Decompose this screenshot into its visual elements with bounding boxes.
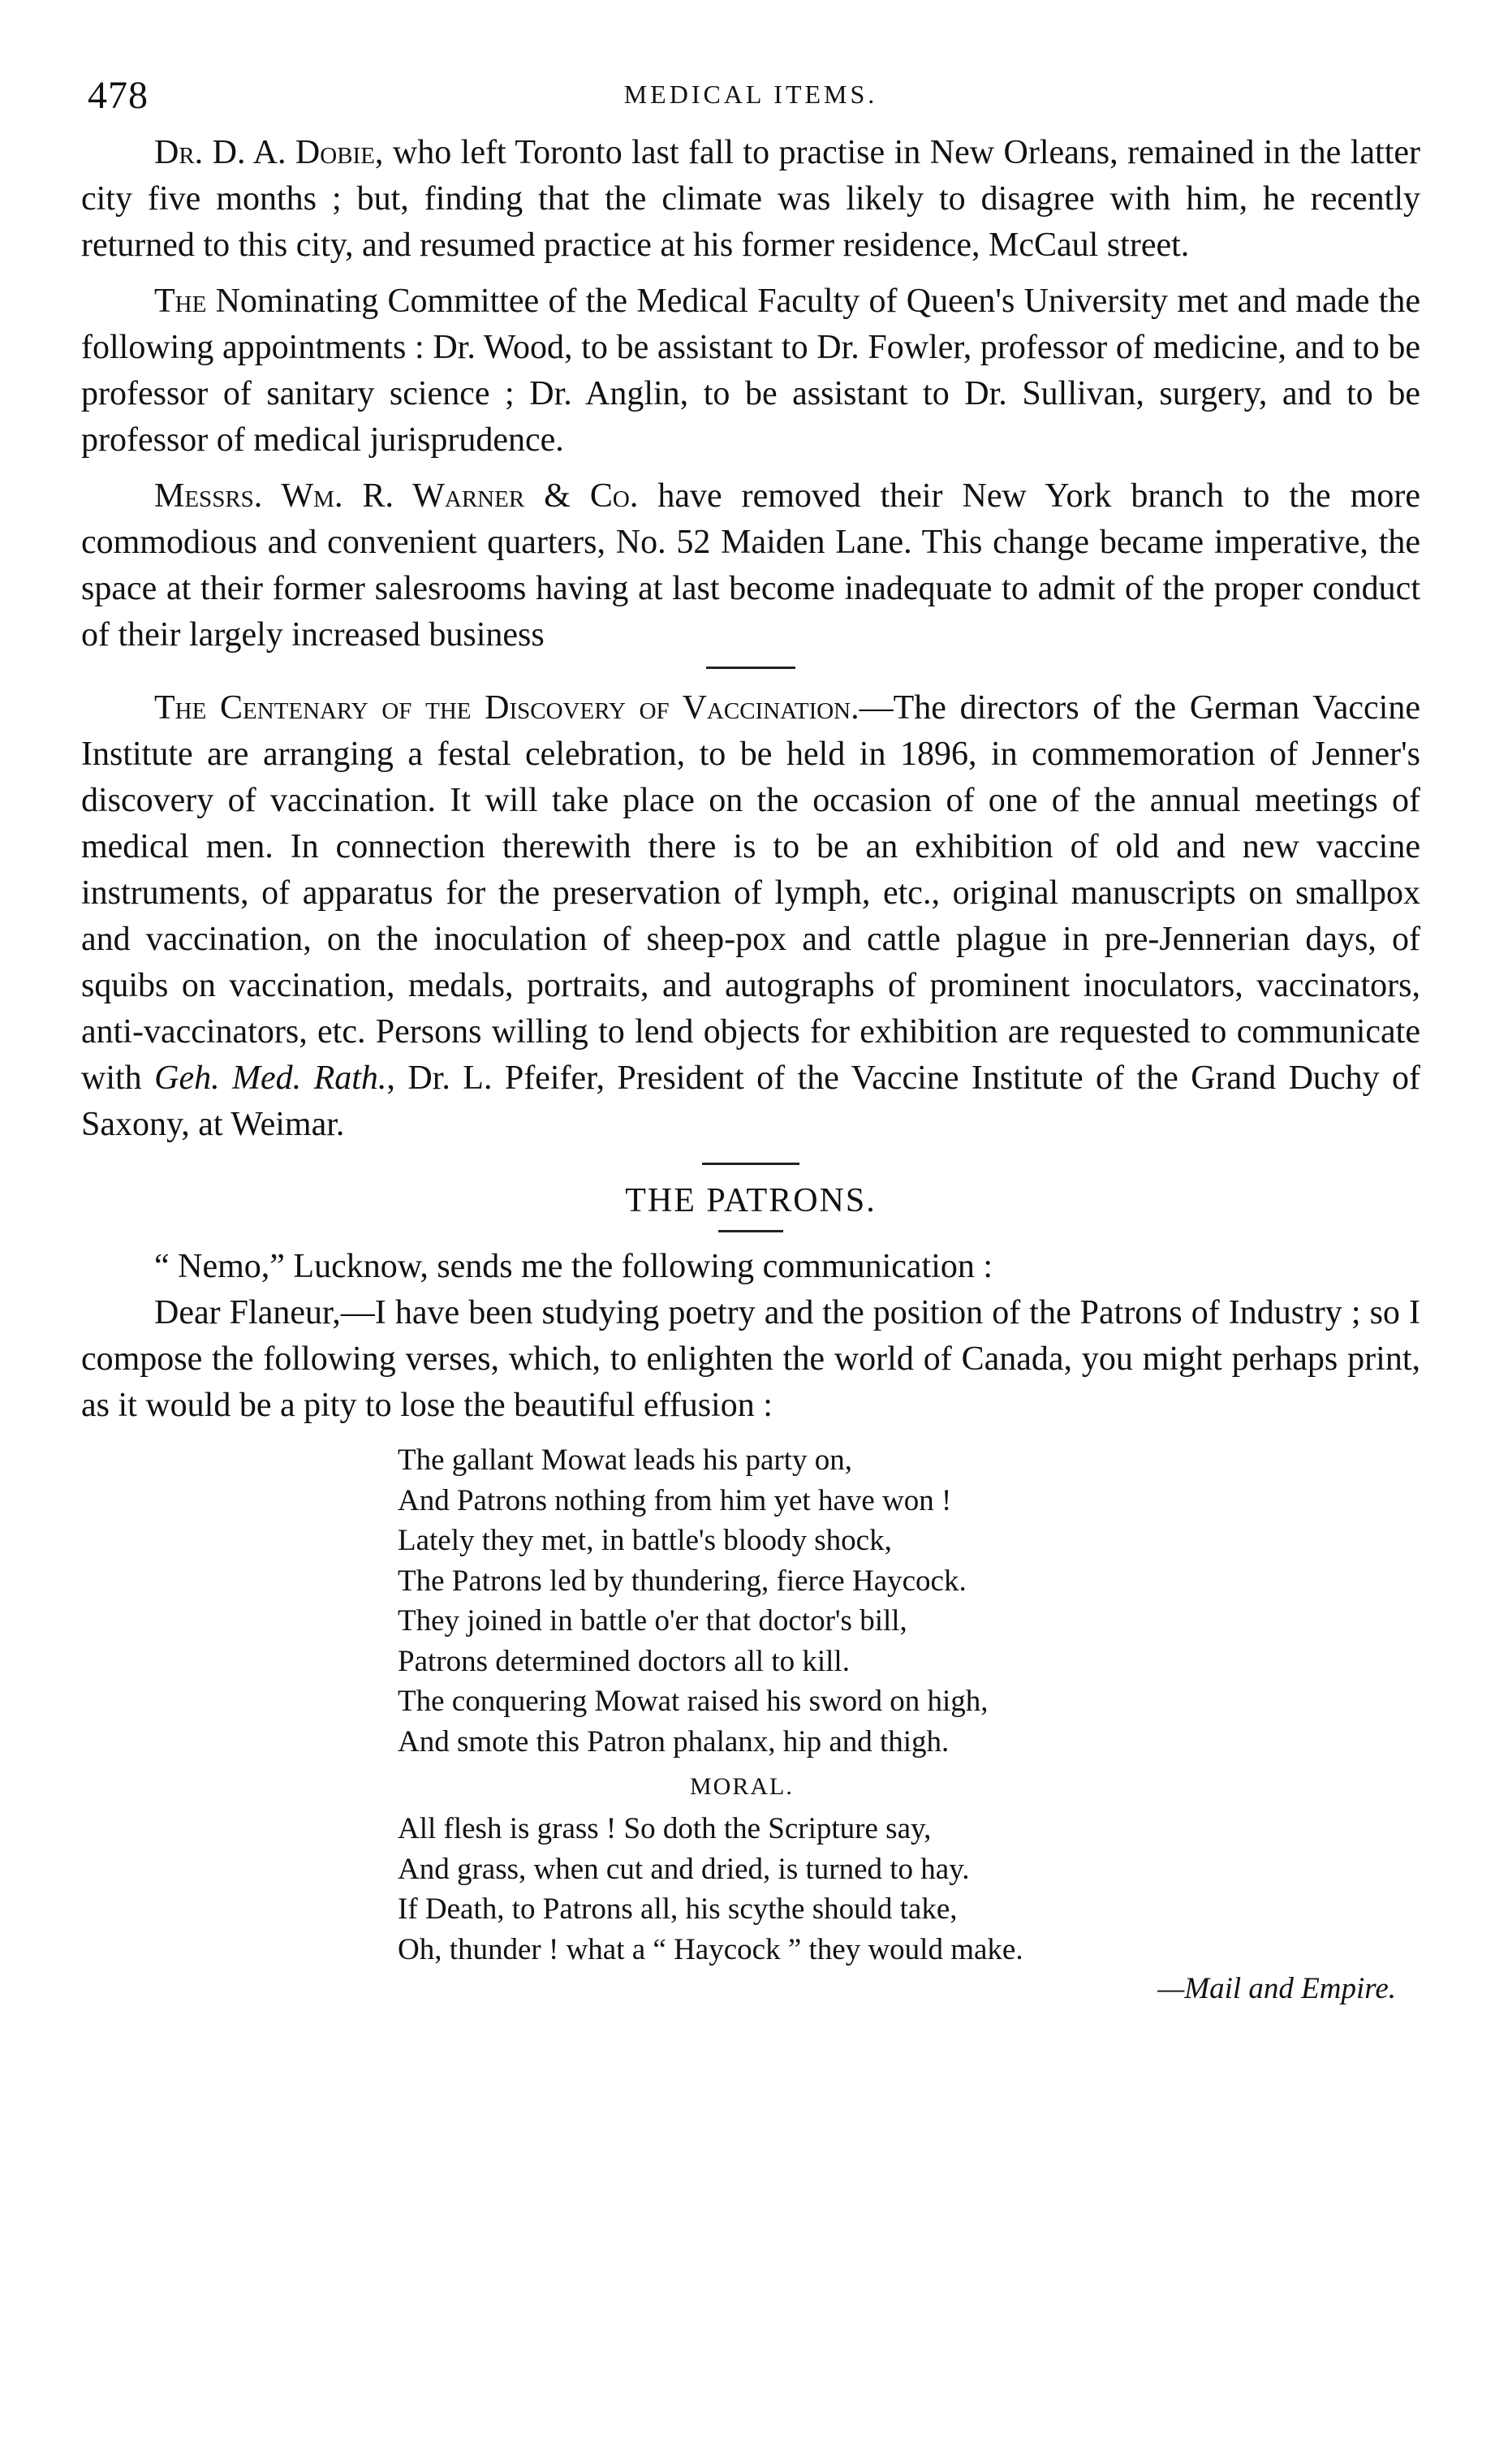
poem-line: And grass, when cut and dried, is turned to hay. [398, 1852, 970, 1886]
item-text: Nominating Committee of the Medical Faculty of Queen's University met and made the following appointments : Dr. Wood, to be assistant to Dr. Fowler, professor of medicine, and to be professor of sanitary science ; Dr. Anglin, to be assistant to Dr. Sullivan, surgery, and to be professor of medical jurisprudence. [81, 283, 1420, 459]
poem-line: The Patrons led by thundering, fierce Haycock. [398, 1564, 967, 1598]
poem [398, 1440, 1420, 1762]
patrons-intro: “ Nemo,” Lucknow, sends me the following communication : [154, 1248, 993, 1285]
item-dobie [81, 130, 1420, 269]
poem-line: Lately they met, in battle's bloody shock, [398, 1524, 892, 1557]
patrons-letter: Dear Flaneur,—I have been studying poetry and the position of the Patrons of Industry ; so I compose the following verses, which, to enlighten the world of Canada, you might perhaps print, as it would be a pity to lose the beautiful effusion : [81, 1294, 1420, 1424]
page-number: 478 [88, 74, 149, 117]
moral-heading: MORAL. [690, 1773, 794, 1800]
title-rule [718, 1230, 783, 1232]
poem-line: Patrons determined doctors all to kill. [398, 1644, 850, 1678]
poem-line: And Patrons nothing from him yet have won ! [398, 1483, 952, 1517]
attribution: —Mail and Empire. [1157, 1972, 1396, 2005]
item-text: have removed their New York branch to the more commodious and convenient quarters, No. 52 Maiden Lane. This change became imperative, the space at their former salesrooms having at last become inadequate to admit of the proper conduct of their largely increased business [81, 477, 1421, 654]
italic-title: Geh. Med. Rath. [154, 1059, 387, 1097]
item-vaccination-centenary [81, 685, 1420, 1148]
section-title: THE PATRONS. [625, 1182, 877, 1219]
poem-line: And smote this Patron phalanx, hip and thigh. [398, 1724, 950, 1758]
item-text: —The directors of the German Vaccine Institute are arranging a festal celebration, to be held in 1896, in commemoration of Jenner's discovery of vaccination. It will take place on the occasion of one of the annual meetings of medical men. In connection therewith there is to be an exhibition of old and new vaccine instruments, of apparatus for the preservation of lymph, etc., original manuscripts on smallpox and vaccination, on the inoculation of sheep-pox and cattle plague in pre-Jennerian days, of squibs on vaccination, medals, portraits, and autographs of prominent inoculators, vaccinators, anti-vaccinators, etc. Persons willing to lend objects for exhibition are requested to communicate with [81, 689, 1420, 1097]
poem-line: They joined in battle o'er that doctor's bill, [398, 1604, 907, 1638]
item-lead: The Centenary of the Discovery of Vaccination. [154, 689, 860, 727]
item-lead: Messrs. Wm. R. Warner & Co. [154, 477, 639, 515]
page [81, 73, 1420, 2006]
section-divider [702, 1163, 799, 1165]
item-warner [81, 473, 1420, 658]
item-lead: The [154, 283, 207, 320]
poem-line: If Death, to Patrons all, his scythe should take, [398, 1892, 958, 1926]
poem-line: The gallant Mowat leads his party on, [398, 1443, 853, 1477]
item-lead: Dr. D. A. Dobie, [154, 134, 384, 171]
section-divider [706, 667, 795, 669]
page-header [81, 73, 1420, 130]
moral-poem [398, 1809, 1420, 1970]
poem-line: All flesh is grass ! So doth the Scripture say, [398, 1812, 932, 1845]
poem-line: Oh, thunder ! what a “ Haycock ” they would make. [398, 1932, 1023, 1966]
running-head: MEDICAL ITEMS. [623, 80, 878, 109]
item-text-end: , Dr. L. Pfeifer, President of the Vaccine Institute of the Grand Duchy of Saxony, at Weimar. [81, 1059, 1420, 1143]
item-nominating-committee [81, 278, 1420, 464]
item-text: who left Toronto last fall to practise in New Orleans, remained in the latter city five months ; but, finding that the climate was likely to disagree with him, he recently returned to this city, and resumed practice at his former residence, McCaul street. [81, 134, 1420, 264]
poem-line: The conquering Mowat raised his sword on high, [398, 1685, 989, 1718]
